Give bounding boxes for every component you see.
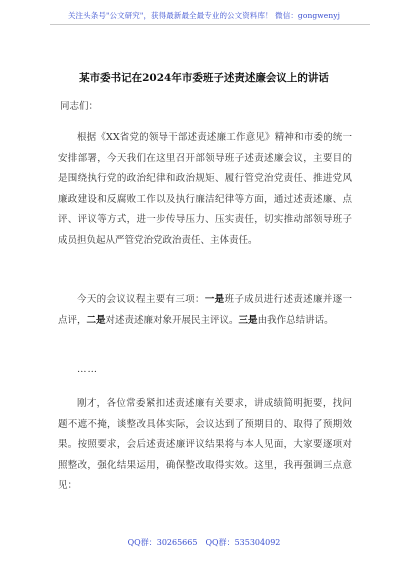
paragraph-1: 根据《XX省党的领导干部述责述廉工作意见》精神和市委的统一安排部署，今天我们在这里召开部领导班子述责述廉会议，主要目的是围绕执行党的政治纪律和政治规矩、履行管党治党责任、推进党风廉政建设和反腐败工作以及执行廉洁纪律等方面，通过述责述廉、点评、评议等方式，进一步传导压力、压实责任，切实推动部领导班子成员担负起从严管党治党政治责任、主体责任。	[58, 132, 352, 246]
paragraph-2	[58, 290, 352, 331]
footer-qq-group-1: QQ群：30265665	[127, 538, 198, 547]
header-divider	[50, 24, 370, 25]
agenda-item-2: 对述责述廉对象开展民主评议。	[105, 314, 239, 326]
ellipsis: ……	[77, 364, 98, 375]
agenda-marker-3: 三是	[238, 314, 258, 326]
footer	[0, 537, 408, 548]
agenda-marker-1: 一是	[204, 294, 225, 305]
agenda-intro: 今天的会议议程主要有三项：	[77, 294, 205, 305]
header-banner: 关注头条号"公文研究"，获得最新最全最专业的公文资料库！ 微信：gongwenyj	[67, 11, 341, 20]
agenda-item-3: 由我作总结讲话。	[257, 314, 334, 326]
document-title: 某市委书记在2024年市委班子述责述廉会议上的讲话	[79, 72, 329, 84]
agenda-marker-2: 二是	[86, 314, 106, 326]
paragraph-4: 刚才，各位常委紧扣述责述廉有关要求，讲成绩简明扼要，找问题不遮不掩，谈整改具体实际，会议达到了预期目的、取得了预期效果。按照要求，会后述责述廉评议结果将与本人见面，大家要逐项对照整改，强化结果运用，确保整改取得实效。这里，我再强调三点意见：	[58, 398, 352, 491]
footer-qq-group-2: QQ群：535304092	[205, 538, 281, 547]
agenda-item-1: 班子成员进行述责述廉并逐一点评，	[58, 294, 352, 326]
salutation: 同志们：	[60, 101, 99, 112]
